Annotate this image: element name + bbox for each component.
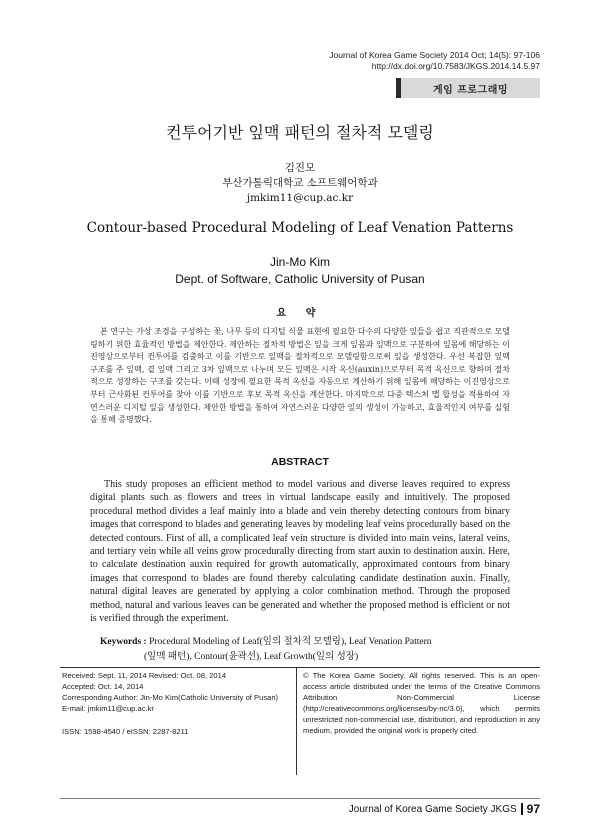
summary-heading: 요 약 — [276, 308, 324, 319]
title-english: Contour-based Procedural Modeling of Leaf Venation Patterns — [86, 220, 514, 236]
corresponding-author: Corresponding Author: Jin-Mo Kim(Catholic University of Pusan) — [62, 693, 279, 702]
page-number: 97 — [526, 802, 540, 816]
doi-link[interactable]: http://dx.doi.org/10.7583/JKGS.2014.14.5.97 — [371, 61, 540, 71]
footer-top-rule — [60, 667, 540, 668]
abstract-heading: ABSTRACT — [271, 456, 329, 468]
footer-separator — [521, 803, 523, 815]
footer-journal-name: Journal of Korea Game Society JKGS — [348, 803, 517, 815]
page-footer — [349, 802, 540, 816]
issn: ISSN: 1598-4540 / eISSN: 2287-8211 — [62, 727, 189, 736]
title-korean: 컨투어기반 잎맥 패턴의 절차적 모델링 — [166, 123, 434, 142]
journal-header — [329, 50, 540, 72]
abstract-body: This study proposes an efficient method to model various and diverse leaves required to express digital plants such as flowers and trees in virtual landscape easily and intuitively. The proposed procedural method divides a leaf mainly into a blade and vein thereby detecting contours from binary images that correspond to blades and generating leaves by modeling leaf veins procedurally based on the detected contours. First of all, a complicated leaf vein structure is divided into main veins, lateral veins, and tertiary vein while all veins grow procedurally directing from start auxin to destination auxin. Here, to calculate destination auxin required for growth automatically, approximated contours from binary images that correspond to blades are found thereby calculating candidate destination auxin. Finally, natural digital leaves are generated by applying a color combination method. Through the proposed method, natural and various leaves can be generated and whether the proposed method is efficient or not is verified through the experiment. — [90, 479, 510, 625]
author-affiliation-en: Dept. of Software, Catholic University of Pusan — [175, 272, 425, 286]
received-date: Received: Sept. 11, 2014 Revised: Oct. 08, 2014 — [62, 671, 227, 680]
keywords-line-1: Procedural Modeling of Leaf(잎의 절차적 모델링), Leaf Venation Pattern — [149, 637, 432, 647]
page-footer-rule — [60, 798, 540, 799]
author-affiliation-ko: 부산가톨릭대학교 소프트웨어학과 — [222, 177, 378, 189]
author-name-ko: 김진모 — [284, 162, 316, 174]
corresponding-email[interactable]: E-mail: jmkim11@cup.ac.kr — [62, 704, 154, 713]
summary-korean-body: 본 연구는 가상 조경을 구성하는 꽃, 나무 등의 디지털 식물 표현에 필요한 다수의 다양한 잎들을 쉽고 직관적으로 모델링하기 위한 효율적인 방법을 제안한다. 제안하는 절차적 방법은 잎을 크게 잎몸과 잎맥으로 구분하여 잎몸에 해당하는 이진영상으로부터 컨투어를 검출하고 이를 기반으로 잎맥을 절차적으로 모델링함으로써 잎을 생성한다. 우선 복잡한 잎맥 구조를 주 잎맥, 곁 잎맥 그리고 3차 잎맥으로 나누며 모든 잎맥은 시작 옥신(auxin)으로부터 목적 옥신으로 향하며 절차적으로 성장하는 구조를 갖는다. 이때 성장에 필요한 목적 옥신을 자동으로 계산하기 위해 잎몸에 해당하는 이진영상으로부터 근사화된 컨투어를 찾아 이를 기반으로 후보 목적 옥신을 계산한다. 마지막으로 다중 텍스쳐 맵 합성을 적용하여 자연스러운 디지털 잎을 생성한다. 제안한 방법을 통하여 자연스러운 다양한 잎의 생성이 가능하고, 효율적인지 여부를 실험을 통해 증명했다. — [90, 327, 510, 425]
article-history — [62, 670, 290, 737]
author-email[interactable]: jmkim11@cup.ac.kr — [246, 192, 354, 204]
citation-line: Journal of Korea Game Society 2014 Oct; 14(5): 97-106 — [329, 50, 540, 60]
footer-column-divider — [296, 667, 297, 775]
keywords-label: Keywords : — [100, 637, 147, 647]
author-name-en: Jin-Mo Kim — [269, 255, 330, 269]
category-tag — [396, 78, 540, 98]
author-block-korean — [0, 161, 600, 206]
author-block-english — [0, 254, 600, 288]
accepted-date: Accepted: Oct. 14, 2014 — [62, 682, 144, 691]
copyright-notice: © The Korea Game Society. All rights reserved. This is an open-access article distributed under the terms of the Creative Commons Attribution Non-Commercial License (http://creativecommons.org/licenses/by-nc/3.0), which permits unrestricted non-commercial use, distribution, and reproduction in any medium, provided the original work is properly cited. — [303, 671, 540, 735]
keywords-line-2: (잎맥 패턴), Contour(윤곽선), Leaf Growth(잎의 성장) — [144, 652, 359, 662]
keywords — [100, 635, 530, 665]
category-label: 게임 프로그래밍 — [401, 78, 540, 98]
